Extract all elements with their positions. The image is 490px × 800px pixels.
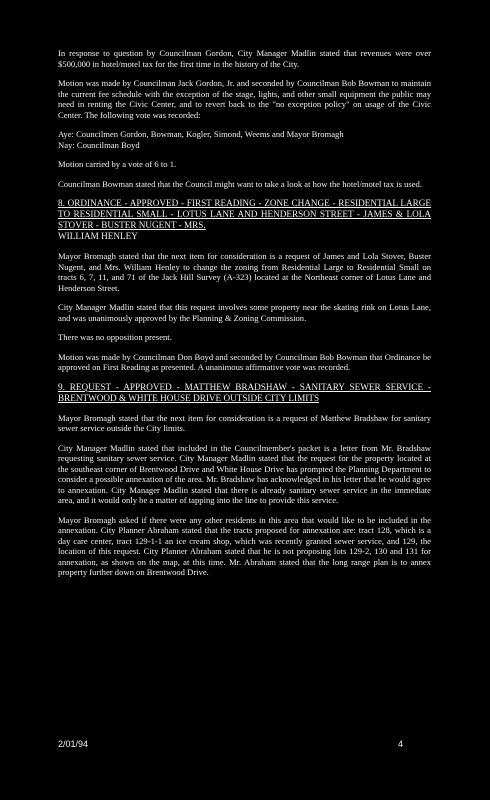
paragraph-revenue: In response to question by Councilman Gordon, City Manager Madlin stated that revenues were over $500,000 in hotel/motel tax for the first time in the history of the City.	[58, 48, 431, 69]
page-number: 4	[398, 739, 404, 749]
vote-nay: Nay: Councilman Boyd	[58, 139, 140, 150]
paragraph-bradshaw-request: Mayor Bromagh stated that the next item for consideration is a request of Matthew Bradshaw for sanitary sewer service outside the City limits.	[58, 412, 431, 433]
section-heading-9: 9. REQUEST - APPROVED - MATTHEW BRADSHAW - SANITARY SEWER SERVICE - BRENTWOOD & WHITE HOUSE DRIVE OUTSIDE CITY LIMITS	[58, 381, 431, 403]
footer-date: 2/01/94	[58, 739, 89, 749]
paragraph-skating-rink: City Manager Madlin stated that this request involves some property near the skating rink on Lotus Lane, and was unanimously approved by the Planning & Zoning Commission.	[58, 302, 431, 323]
paragraph-zoning-request: Mayor Bromagh stated that the next item for consideration is a request of James and Lola Stover, Buster Nugent, and Mrs. William Henley to change the zoning from Residential Large to Residential Small on tracts 6, 7, 11, and 71 of the Jack Hill Survey (A-323) located at the Northeast corner of Lotus Lane and Henderson Street.	[58, 251, 431, 293]
paragraph-annexation: Mayor Bromagh asked if there were any other residents in this area that would like to be included in the annexation. City Planner Abraham stated that the tracts proposed for annexation are: tract 128, which is a day care center, tract 129-1-1 an ice cream shop, which was recently granted sewer service, and 129, the location of this request. City Planner Abraham stated that he is not proposing lots 129-2, 130 and 131 for annexation, as shown on the map, at this time. Mr. Abraham stated that the long range plan is to annex property further down on Brentwood Drive.	[58, 514, 431, 577]
paragraph-motion-fee-schedule: Motion was made by Councilman Jack Gordon, Jr. and seconded by Councilman Bob Bowman to maintain the current fee schedule with the exception of the stage, lights, and other small equipment the public may need in renting the Civic Center, and to revert back to the "no exception policy" on usage of the Civic Center. The following vote was recorded:	[58, 78, 431, 120]
section-heading-8: 8. ORDINANCE - APPROVED - FIRST READING - ZONE CHANGE - RESIDENTIAL LARGE TO RESIDENTIAL SMALL - LOTUS LANE AND HENDERSON STREET - JAMES & LOLA STOVER - BUSTER NUGENT - MRS.	[58, 198, 431, 230]
document-body	[58, 48, 431, 587]
vote-aye: Aye: Councilmen Gordon, Bowman, Kogler, Simond, Weems and Mayor Bromagh	[58, 129, 344, 139]
motion-carried: Motion carried by a vote of 6 to 1.	[58, 159, 177, 169]
paragraph-hotel-tax: Councilman Bowman stated that the Council might want to take a look at how the hotel/motel tax is used.	[58, 178, 422, 189]
paragraph-motion-ordinance: Motion was made by Councilman Don Boyd and seconded by Councilman Bob Bowman that Ordinance be approved on First Reading as presented. A unanimous affirmative vote was recorded.	[58, 351, 431, 372]
section-heading-8-continued: WILLIAM HENLEY	[58, 231, 138, 241]
paragraph-bradshaw-letter: City Manager Madlin stated that included in the Councilmember's packet is a letter from Mr. Bradshaw requesting sanitary sewer service. City Manager Madlin stated that the request for the property located at the southeast corner of Brentwood Drive and White House Drive has prompted the Planning Department to consider a possible annexation of the area. Mr. Bradshaw has acknowledged in his letter that he would agree to annexation. City Manager Madlin stated that there is already sanitary sewer service in the immediate area, and it would only be a matter of tapping into the line to provide this service.	[58, 442, 431, 505]
paragraph-no-opposition: There was no opposition present.	[58, 332, 172, 342]
